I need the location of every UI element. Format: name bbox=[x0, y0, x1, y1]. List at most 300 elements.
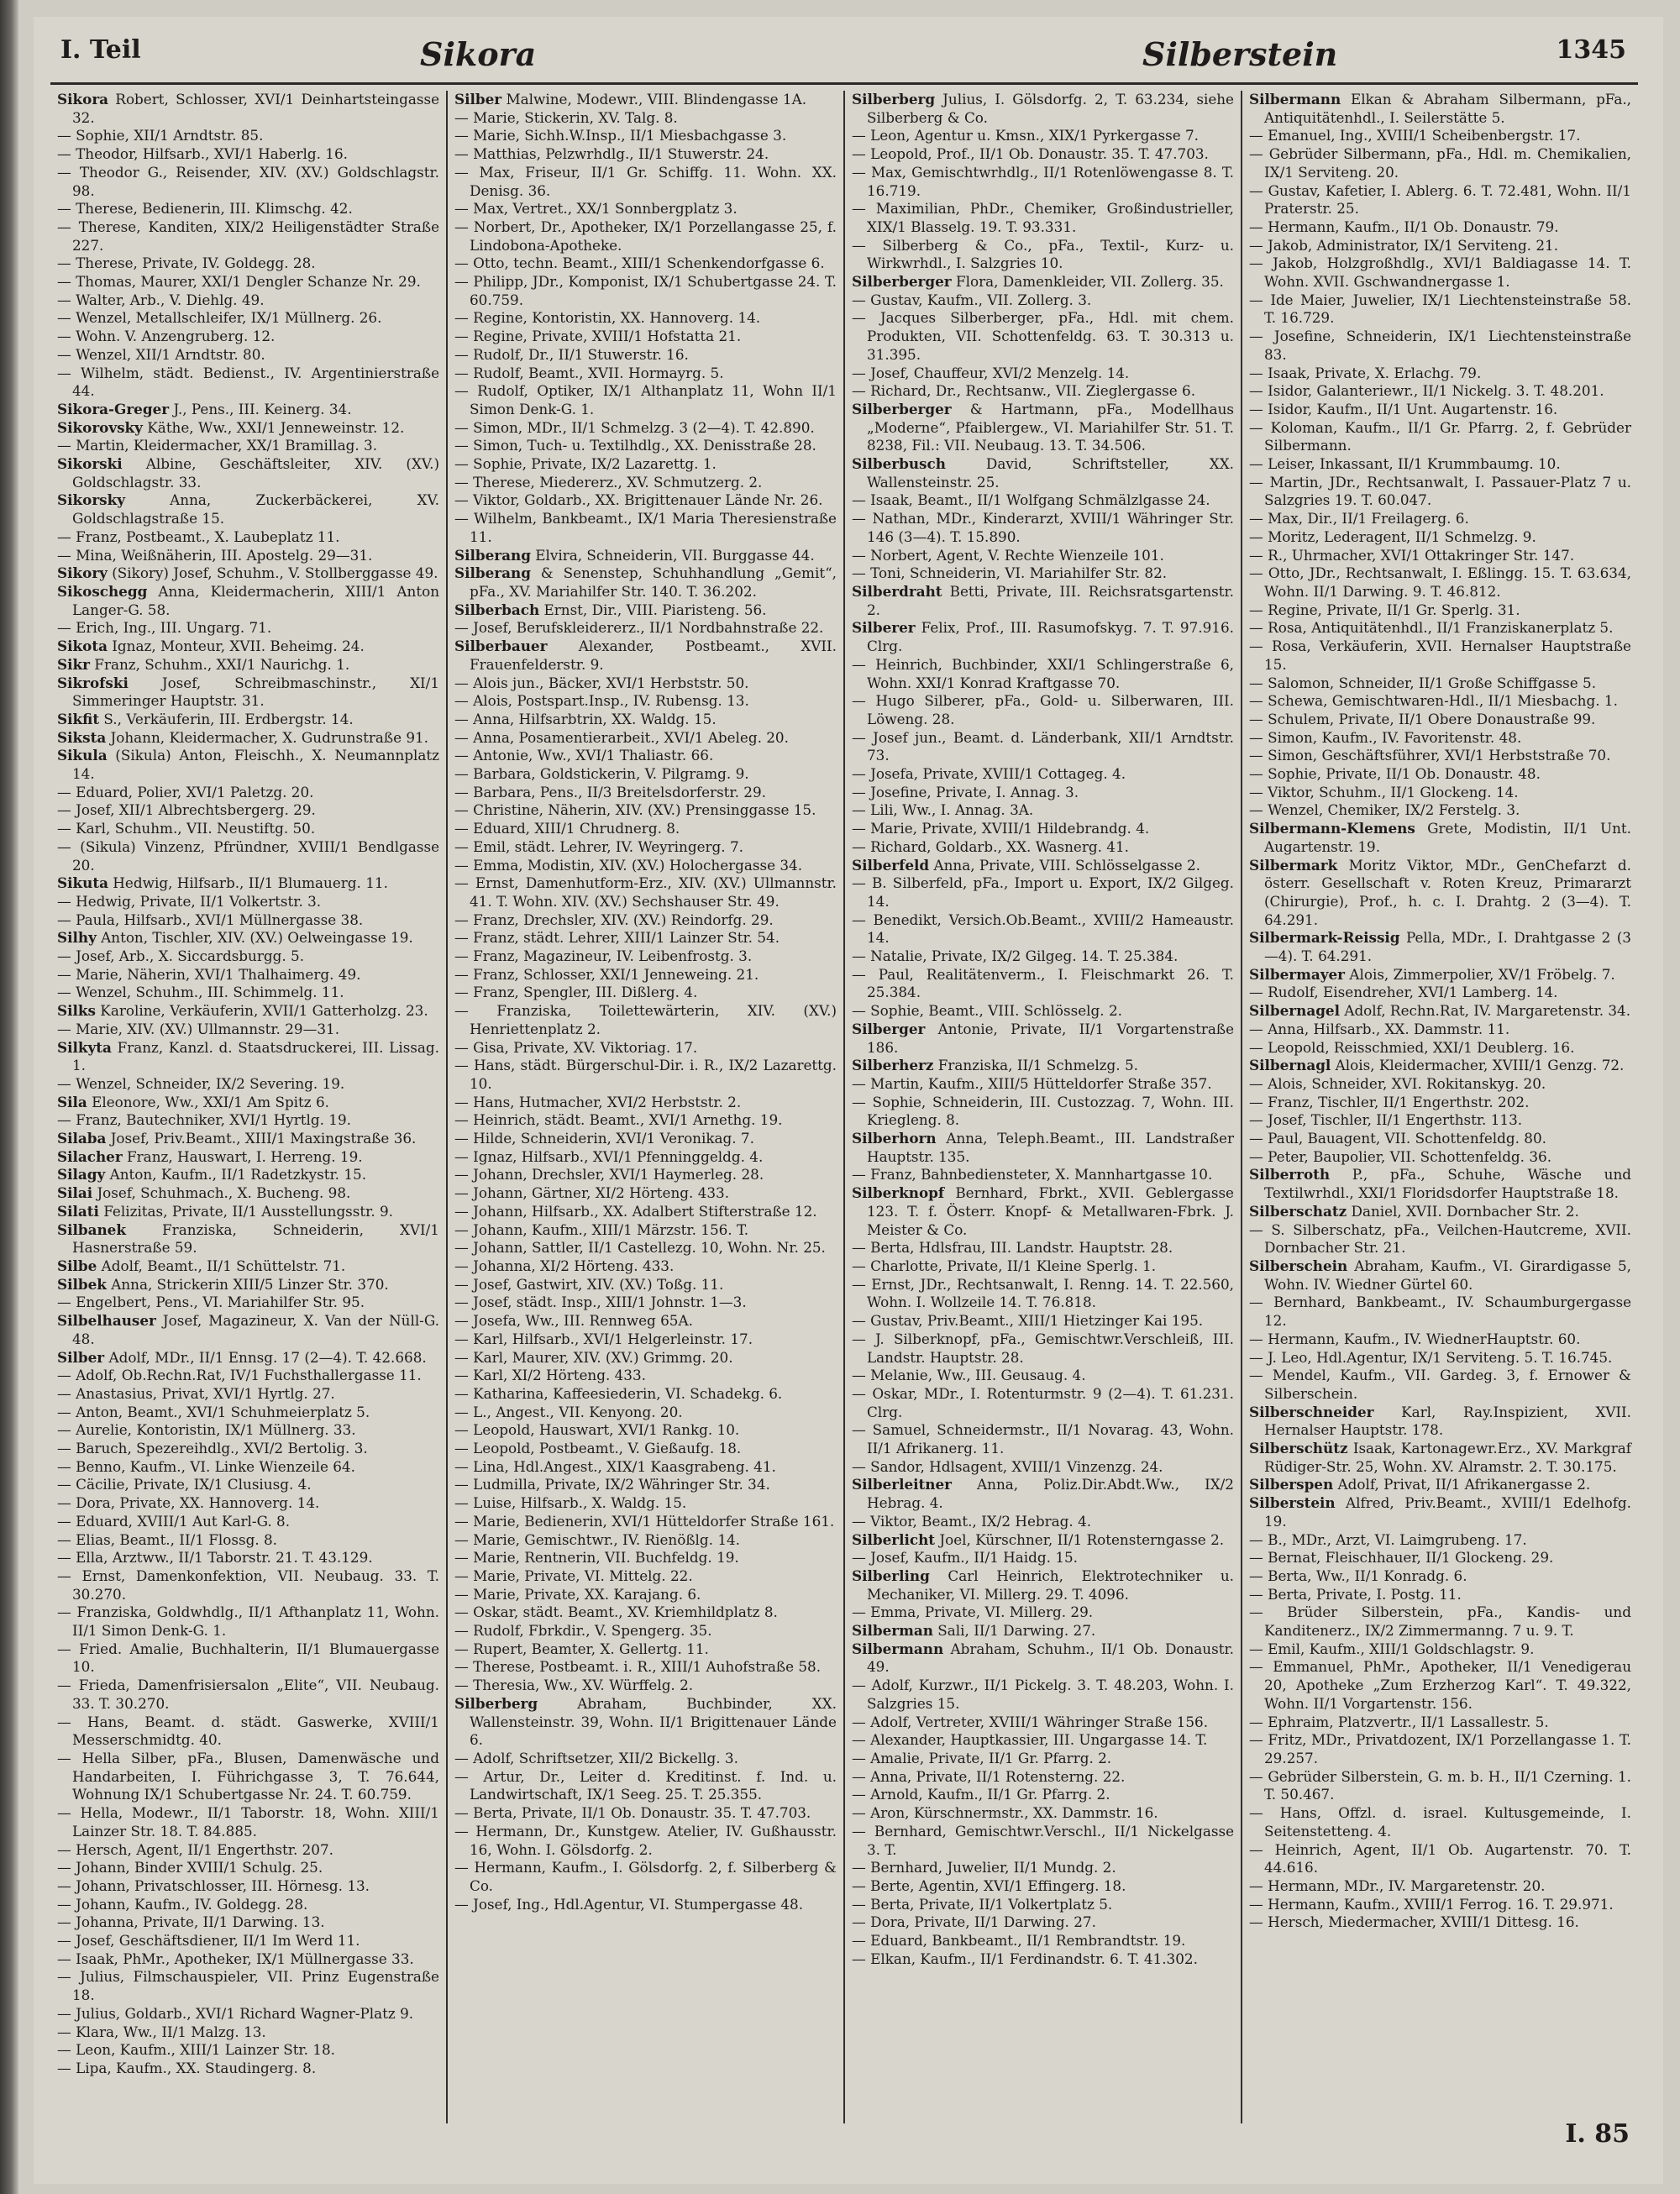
directory-entry: Sikfit S., Verkäuferin, III. Erdbergstr. 14. bbox=[57, 710, 354, 727]
directory-entry: — Simon, Kaufm., IV. Favoritenstr. 48. bbox=[1249, 728, 1522, 746]
directory-entry: — Franz, Drechsler, XIV. (XV.) Reindorfg. 29. bbox=[454, 911, 774, 928]
directory-entry: — Hermann, Dr., Kunstgew. Atelier, IV. Gußhausstr. 16, Wohn. I. Gölsdorfg. 2. bbox=[454, 1822, 837, 1858]
directory-entry: — Franziska, Goldwhdlg., II/1 Afthanplatz 11, Wohn. II/1 Simon Denk-G. 1. bbox=[57, 1604, 439, 1640]
directory-entry: Silbernagl Alois, Kleidermacher, XVIII/1 Genzg. 72. bbox=[1249, 1057, 1625, 1074]
directory-entry: — Toni, Schneiderin, VI. Mariahilfer Str. 82. bbox=[852, 564, 1168, 582]
directory-entry: Silberberger & Hartmann, pFa., Modellhaus „Moderne“, Pfaiblergew., VI. Mariahilfer Str. 51. T. 8238, Fil.: VII. Neubaug. 13. T. 34.506. bbox=[852, 400, 1234, 454]
directory-entry: — Josef, städt. Insp., XIII/1 Johnstr. 1—3. bbox=[454, 1294, 747, 1311]
directory-entry: — Theodor G., Reisender, XIV. (XV.) Goldschlagstr. 98. bbox=[57, 163, 439, 199]
directory-entry: Silacher Franz, Hauswart, I. Herreng. 19. bbox=[57, 1147, 363, 1165]
directory-entry: — Otto, JDr., Rechtsanwalt, I. Eßlingg. 15. T. 63.634, Wohn. II/1 Darwing. 9. T. 46.812. bbox=[1249, 564, 1631, 600]
directory-entry: — Jakob, Holzgroßhdlg., XVI/1 Baldiagasse 14. T. Wohn. XVII. Gschwandnergasse 1. bbox=[1249, 255, 1631, 291]
directory-entry: — Josef, Kaufm., II/1 Haidg. 15. bbox=[852, 1549, 1079, 1567]
directory-entry: Sikr Franz, Schuhm., XXI/1 Naurichg. 1. bbox=[57, 655, 350, 673]
directory-entry: — Hermann, Kaufm., IV. WiednerHauptstr. 60. bbox=[1249, 1330, 1581, 1347]
directory-entry: Silberang & Senenstep, Schuhhandlung „Gemit“, pFa., XV. Mariahilfer Str. 140. T. 36.202. bbox=[454, 564, 837, 600]
directory-entry: — Emma, Modistin, XIV. (XV.) Holochergasse 34. bbox=[454, 856, 803, 874]
directory-entry: — Salomon, Schneider, II/1 Große Schiffgasse 5. bbox=[1249, 674, 1597, 691]
directory-entry: — Heinrich, städt. Beamt., XVI/1 Arnethg. 19. bbox=[454, 1111, 783, 1129]
directory-entry: — Paula, Hilfsarb., XVI/1 Müllnergasse 38. bbox=[57, 911, 364, 928]
directory-entry: — Antonie, Ww., XVI/1 Thaliastr. 66. bbox=[454, 747, 714, 764]
directory-entry: Silberschein Abraham, Kaufm., VI. Girardigasse 5, Wohn. IV. Wiedner Gürtel 60. bbox=[1249, 1257, 1631, 1293]
directory-entry: — Gustav, Priv.Beamt., XIII/1 Hietzinger Kai 195. bbox=[852, 1312, 1204, 1330]
directory-entry: — Jakob, Administrator, IX/1 Serviteng. 21. bbox=[1249, 236, 1559, 254]
directory-entry: Silagy Anton, Kaufm., II/1 Radetzkystr. 15. bbox=[57, 1166, 367, 1184]
directory-entry: — Ignaz, Hilfsarb., XVI/1 Pfenninggeldg. 4. bbox=[454, 1147, 764, 1165]
directory-entry: — Therese, Postbeamt. i. R., XIII/1 Auhofstraße 58. bbox=[454, 1658, 822, 1676]
directory-entry: Silbek Anna, Strickerin XIII/5 Linzer Str. 370. bbox=[57, 1275, 389, 1293]
directory-entry: — Franz, Tischler, II/1 Engerthstr. 202. bbox=[1249, 1093, 1530, 1110]
directory-entry: — Hans, städt. Bürgerschul-Dir. i. R., IX/2 Lazarettg. 10. bbox=[454, 1057, 837, 1092]
directory-entry: — Sophie, Schneiderin, III. Custozzag. 7, Wohn. III. Kriegleng. 8. bbox=[852, 1093, 1234, 1129]
directory-entry: — Brüder Silberstein, pFa., Kandis- und Kanditenerz., IX/2 Zimmermanng. 7 u. 9. T. bbox=[1249, 1604, 1631, 1640]
directory-entry: — Dora, Private, II/1 Darwing. 27. bbox=[852, 1913, 1096, 1931]
directory-entry: — Gebrüder Silberstein, G. m. b. H., II/1 Czerning. 1. T. 50.467. bbox=[1249, 1767, 1631, 1803]
directory-entry: Silberberg Julius, I. Gölsdorfg. 2, T. 63.234, siehe Silberberg & Co. bbox=[852, 91, 1234, 126]
directory-entry: — Elkan, Kaufm., II/1 Ferdinandstr. 6. T. 41.302. bbox=[852, 1950, 1198, 1967]
directory-entry: — Franz, Postbeamt., X. Laubeplatz 11. bbox=[57, 528, 340, 545]
directory-entry: — Martin, JDr., Rechtsanwalt, I. Passauer-Platz 7 u. Salzgries 19. T. 60.047. bbox=[1249, 473, 1631, 509]
directory-entry: — Josef, Chauffeur, XVI/2 Menzelg. 14. bbox=[852, 364, 1130, 381]
directory-entry: — Julius, Filmschauspieler, VII. Prinz Eugenstraße 18. bbox=[57, 1968, 439, 2004]
directory-entry: — Marie, Bedienerin, XVI/1 Hütteldorfer Straße 161. bbox=[454, 1512, 835, 1530]
directory-entry: — Hans, Offzl. d. israel. Kultusgemeinde, I. Seitenstetteng. 4. bbox=[1249, 1804, 1631, 1840]
directory-entry: — Matthias, Pelzwrhdlg., II/1 Stuwerstr. 24. bbox=[454, 145, 769, 163]
directory-entry: Silberberger Flora, Damenkleider, VII. Zollerg. 35. bbox=[852, 273, 1224, 291]
directory-entry: — B., MDr., Arzt, VI. Laimgrubeng. 17. bbox=[1249, 1530, 1527, 1548]
directory-entry: — Schulem, Private, II/1 Obere Donaustraße 99. bbox=[1249, 710, 1596, 727]
directory-entry: — Hermann, Kaufm., XVIII/1 Ferrog. 16. T. 29.971. bbox=[1249, 1895, 1614, 1913]
directory-entry: — (Sikula) Vinzenz, Pfründner, XVIII/1 Bendlgasse 20. bbox=[57, 837, 439, 874]
directory-entry: — Mendel, Kaufm., VII. Gardeg. 3, f. Ernower & Silberschein. bbox=[1249, 1367, 1631, 1402]
directory-entry: — Wenzel, Chemiker, IX/2 Ferstelg. 3. bbox=[1249, 801, 1520, 819]
directory-entry: — Alois jun., Bäcker, XVI/1 Herbststr. 50. bbox=[454, 674, 749, 691]
column-4 bbox=[1242, 91, 1638, 2123]
directory-entry: — Hella, Modewr., II/1 Taborstr. 18, Wohn. XIII/1 Lainzer Str. 18. T. 84.885. bbox=[57, 1804, 439, 1840]
directory-entry: — Ide Maier, Juwelier, IX/1 Liechtensteinstraße 58. T. 16.729. bbox=[1249, 291, 1631, 327]
directory-entry: — Barbara, Goldstickerin, V. Pilgramg. 9. bbox=[454, 765, 749, 783]
directory-entry: — Oskar, MDr., I. Rotenturmstr. 9 (2—4). T. 61.231. Clrg. bbox=[852, 1384, 1234, 1420]
directory-entry: — Adolf, Kurzwr., II/1 Pickelg. 3. T. 48.203, Wohn. I. Salzgries 15. bbox=[852, 1677, 1234, 1712]
directory-entry: — Fritz, MDr., Privatdozent, IX/1 Porzellangasse 1. T. 29.257. bbox=[1249, 1731, 1631, 1766]
directory-entry: — Anna, Private, II/1 Rotensterng. 22. bbox=[852, 1767, 1126, 1785]
directory-entry: — Leopold, Reisschmied, XXI/1 Deublerg. 16. bbox=[1249, 1038, 1575, 1056]
column-3 bbox=[845, 91, 1242, 2123]
directory-entry: — Johann, Kaufm., XIII/1 Märzstr. 156. T. bbox=[454, 1220, 749, 1238]
directory-entry: — Bernhard, Juwelier, II/1 Mundg. 2. bbox=[852, 1859, 1116, 1876]
directory-entry: — Marie, Gemischtwr., IV. Rienößlg. 14. bbox=[454, 1530, 741, 1548]
directory-entry: — Leopold, Postbeamt., V. Gießaufg. 18. bbox=[454, 1440, 742, 1457]
directory-entry: — Josef, XII/1 Albrechtsbergerg. 29. bbox=[57, 801, 316, 819]
directory-entry: Sila Eleonore, Ww., XXI/1 Am Spitz 6. bbox=[57, 1093, 329, 1110]
directory-entry: Silberer Felix, Prof., III. Rasumofskyg. 7. T. 97.916. Clrg. bbox=[852, 619, 1234, 655]
directory-entry: — Therese, Private, IV. Goldegg. 28. bbox=[57, 255, 316, 272]
directory-entry: Sikorski Albine, Geschäftsleiter, XIV. (XV.) Goldschlagstr. 33. bbox=[57, 455, 439, 491]
directory-entry: — Alois, Schneider, XVI. Rokitanskyg. 20. bbox=[1249, 1074, 1546, 1092]
directory-entry: Silberang Elvira, Schneiderin, VII. Burggasse 44. bbox=[454, 546, 815, 564]
directory-entry: — Berta, Ww., II/1 Konradg. 6. bbox=[1249, 1567, 1467, 1584]
directory-entry: — Marie, Rentnerin, VII. Buchfeldg. 19. bbox=[454, 1549, 739, 1567]
column-1 bbox=[50, 91, 448, 2123]
directory-entry: — Emil, Kaufm., XIII/1 Goldschlagstr. 9. bbox=[1249, 1640, 1535, 1657]
directory-entry: — Wilhelm, Bankbeamt., IX/1 Maria Theresienstraße 11. bbox=[454, 510, 837, 545]
directory-entry: Silberstein Alfred, Priv.Beamt., XVIII/1 Edelhofg. 19. bbox=[1249, 1494, 1631, 1530]
directory-entry: — Leopold, Hauswart, XVI/1 Rankg. 10. bbox=[454, 1421, 740, 1439]
directory-entry: — Simon, MDr., II/1 Schmelzg. 3 (2—4). T. 42.890. bbox=[454, 418, 815, 436]
directory-entry: — Marie, Näherin, XVI/1 Thalhaimerg. 49. bbox=[57, 965, 361, 983]
directory-entry: — Hermann, Kaufm., II/1 Ob. Donaustr. 79. bbox=[1249, 218, 1559, 235]
directory-entry: — Philipp, JDr., Komponist, IX/1 Schubertgasse 24. T. 60.759. bbox=[454, 273, 837, 308]
directory-entry: — Heinrich, Agent, II/1 Ob. Augartenstr. 70. T. 44.616. bbox=[1249, 1840, 1631, 1876]
directory-entry: Silbelhauser Josef, Magazineur, X. Van der Nüll-G. 48. bbox=[57, 1312, 439, 1347]
directory-entry: — Luise, Hilfsarb., X. Waldg. 15. bbox=[454, 1494, 687, 1512]
directory-entry: — Josefa, Private, XVIII/1 Cottageg. 4. bbox=[852, 765, 1126, 783]
directory-entry: — Moritz, Lederagent, II/1 Schmelzg. 9. bbox=[1249, 528, 1536, 545]
directory-entry: — Alois, Postspart.Insp., IV. Rubensg. 13. bbox=[454, 692, 749, 710]
directory-entry: — Schewa, Gemischtwaren-Hdl., II/1 Miesbachg. 1. bbox=[1249, 692, 1618, 710]
directory-entry: Silbermann-Klemens Grete, Modistin, II/1 Unt. Augartenstr. 19. bbox=[1249, 820, 1631, 855]
directory-entry: — Franz, Magazineur, IV. Leibenfrostg. 3. bbox=[454, 947, 753, 965]
directory-entry: — Wohn. V. Anzengruberg. 12. bbox=[57, 328, 276, 345]
directory-entry: Silbernagel Adolf, Rechn.Rat, IV. Margaretenstr. 34. bbox=[1249, 1002, 1631, 1020]
directory-entry: — Nathan, MDr., Kinderarzt, XVIII/1 Währinger Str. 146 (3—4). T. 15.890. bbox=[852, 510, 1234, 545]
directory-entry: Silks Karoline, Verkäuferin, XVII/1 Gatterholzg. 23. bbox=[57, 1002, 428, 1020]
directory-entry: Silber Malwine, Modewr., VIII. Blindengasse 1A. bbox=[454, 91, 807, 108]
directory-entry: — Silberberg & Co., pFa., Textil-, Kurz- u. Wirkwrhdl., I. Salzgries 10. bbox=[852, 236, 1234, 272]
directory-entry: — R., Uhrmacher, XVI/1 Ottakringer Str. 147. bbox=[1249, 546, 1575, 564]
directory-entry: Silbermayer Alois, Zimmerpolier, XV/1 Fröbelg. 7. bbox=[1249, 965, 1615, 983]
directory-entry: — Emmanuel, PhMr., Apotheker, II/1 Venedigerau 20, Apotheke „Zum Erzherzog Karl“. T. 49.322, Wohn. II/1 Vorgartenstr. 156. bbox=[1249, 1658, 1631, 1712]
directory-entry: — Theodor, Hilfsarb., XVI/1 Haberlg. 16. bbox=[57, 145, 348, 163]
directory-entry: — Benedikt, Versich.Ob.Beamt., XVIII/2 Hameaustr. 14. bbox=[852, 911, 1234, 947]
directory-entry: — Karl, Maurer, XIV. (XV.) Grimmg. 20. bbox=[454, 1348, 733, 1366]
directory-entry: — Karl, Schuhm., VII. Neustiftg. 50. bbox=[57, 820, 316, 837]
directory-entry: Silberschatz Daniel, XVII. Dornbacher Str. 2. bbox=[1249, 1202, 1579, 1220]
directory-entry: — Johann, Privatschlosser, III. Hörnesg. 13. bbox=[57, 1876, 370, 1894]
directory-entry: Silbanek Franziska, Schneiderin, XVI/1 Hasnerstraße 59. bbox=[57, 1220, 439, 1257]
directory-entry: — Ephraim, Platzvertr., II/1 Lassallestr. 5. bbox=[1249, 1713, 1549, 1730]
directory-entry: Silai Josef, Schuhmach., X. Bucheng. 98. bbox=[57, 1184, 351, 1202]
directory-entry: — Johanna, XI/2 Hörteng. 433. bbox=[454, 1257, 675, 1274]
directory-entry: — Natalie, Private, IX/2 Gilgeg. 14. T. 25.384. bbox=[852, 947, 1179, 965]
directory-entry: — Anton, Beamt., XVI/1 Schuhmeierplatz 5. bbox=[57, 1403, 370, 1420]
directory-entry: — Anna, Posamentierarbeit., XVI/1 Abeleg. 20. bbox=[454, 728, 789, 746]
directory-entry: — Viktor, Beamt., IX/2 Hebrag. 4. bbox=[852, 1512, 1092, 1530]
directory-entry: — Rudolf, Dr., II/1 Stuwerstr. 16. bbox=[454, 345, 689, 363]
directory-entry: — Max, Gemischtwrhdlg., II/1 Rotenlöwengasse 8. T. 16.719. bbox=[852, 163, 1234, 199]
directory-entry: — Rupert, Beamter, X. Gellertg. 11. bbox=[454, 1640, 709, 1657]
directory-entry: — Dora, Private, XX. Hannoverg. 14. bbox=[57, 1494, 320, 1512]
directory-entry: — Jacques Silberberger, pFa., Hdl. mit chem. Produkten, VII. Schottenfeldg. 63. T. 30.313 u. 31.395. bbox=[852, 309, 1234, 363]
directory-entry: Silberlicht Joel, Kürschner, II/1 Rotensterngasse 2. bbox=[852, 1530, 1225, 1548]
directory-entry: — Leon, Agentur u. Kmsn., XIX/1 Pyrkergasse 7. bbox=[852, 127, 1199, 144]
directory-entry: — Johann, Hilfsarb., XX. Adalbert Stifterstraße 12. bbox=[454, 1202, 817, 1220]
directory-entry: — Wenzel, XII/1 Arndtstr. 80. bbox=[57, 345, 265, 363]
directory-entry: Silbermark-Reissig Pella, MDr., I. Drahtgasse 2 (3—4). T. 64.291. bbox=[1249, 929, 1631, 965]
directory-entry: Sikrofski Josef, Schreibmaschinstr., XI/1 Simmeringer Hauptstr. 31. bbox=[57, 674, 439, 710]
directory-entry: — Johann, Drechsler, XVI/1 Haymerleg. 28. bbox=[454, 1166, 764, 1184]
directory-entry: — Berta, Private, I. Postg. 11. bbox=[1249, 1585, 1462, 1603]
directory-entry: — Rosa, Verkäuferin, XVII. Hernalser Hauptstraße 15. bbox=[1249, 638, 1631, 673]
directory-entry: — Berta, Hdlsfrau, III. Landstr. Hauptstr. 28. bbox=[852, 1239, 1173, 1257]
directory-entry: — Klara, Ww., II/1 Malzg. 13. bbox=[57, 2023, 266, 2040]
directory-entry: Silbermark Moritz Viktor, MDr., GenChefarzt d. österr. Gesellschaft v. Roten Kreuz, Primararzt (Chirurgie), Prof., h. c. I. Drahtg. 2 (3—4). T. 64.291. bbox=[1249, 856, 1631, 928]
directory-entry: — Isaak, PhMr., Apotheker, IX/1 Müllnergasse 33. bbox=[57, 1950, 414, 1967]
directory-entry: — Josef, Gastwirt, XIV. (XV.) Toßg. 11. bbox=[454, 1275, 724, 1293]
directory-entry: — Franz, Bautechniker, XVI/1 Hyrtlg. 19. bbox=[57, 1111, 351, 1129]
directory-entry: — Josefine, Private, I. Annag. 3. bbox=[852, 783, 1079, 800]
directory-entry: — Berte, Agentin, XVI/1 Effingerg. 18. bbox=[852, 1876, 1126, 1894]
directory-entry: Silberman Sali, II/1 Darwing. 27. bbox=[852, 1622, 1096, 1640]
directory-entry: — Bernhard, Bankbeamt., IV. Schaumburgergasse 12. bbox=[1249, 1294, 1631, 1330]
directory-entry: — Marie, Private, XVIII/1 Hildebrandg. 4. bbox=[852, 820, 1150, 837]
directory-entry: — Josef, Arb., X. Siccardsburgg. 5. bbox=[57, 947, 305, 965]
footer-label: I. 85 bbox=[1565, 2119, 1630, 2149]
directory-entry: — J. Silberknopf, pFa., Gemischtwr.Verschleiß, III. Landstr. Hauptstr. 28. bbox=[852, 1330, 1234, 1366]
directory-entry: — Marie, Private, VI. Mittelg. 22. bbox=[454, 1567, 693, 1584]
directory-entry: — Josef, Berufskleidererz., II/1 Nordbahnstraße 22. bbox=[454, 619, 824, 637]
directory-entry: — Lili, Ww., I. Annag. 3A. bbox=[852, 801, 1034, 819]
header-rule bbox=[50, 82, 1638, 85]
directory-entry: — Anna, Hilfsarbtrin, XX. Waldg. 15. bbox=[454, 710, 717, 727]
directory-entry: — Cäcilie, Private, IX/1 Clusiusg. 4. bbox=[57, 1476, 312, 1493]
directory-entry: — Theresia, Ww., XV. Würffelg. 2. bbox=[454, 1677, 694, 1694]
directory-entry: Silber Adolf, MDr., II/1 Ennsg. 17 (2—4). T. 42.668. bbox=[57, 1348, 427, 1366]
directory-entry: — Josefine, Schneiderin, IX/1 Liechtensteinstraße 83. bbox=[1249, 328, 1631, 363]
directory-entry: — Christine, Näherin, XIV. (XV.) Prensinggasse 15. bbox=[454, 801, 816, 819]
directory-entry: — Franz, Bahnbediensteter, X. Mannhartgasse 10. bbox=[852, 1166, 1213, 1184]
directory-entry: — Johann, Gärtner, XI/2 Hörteng. 433. bbox=[454, 1184, 730, 1202]
directory-entry: — Richard, Dr., Rechtsanw., VII. Zieglergasse 6. bbox=[852, 382, 1196, 400]
directory-entry: Silberger Antonie, Private, II/1 Vorgartenstraße 186. bbox=[852, 1020, 1234, 1056]
directory-entry: — Ernst, Damenhutform-Erz., XIV. (XV.) Ullmannstr. 41. T. Wohn. XIV. (XV.) Sechshauser Str. 49. bbox=[454, 874, 837, 910]
directory-entry: — Oskar, städt. Beamt., XV. Kriemhildplatz 8. bbox=[454, 1604, 778, 1621]
directory-entry: — Rosa, Antiquitätenhdl., II/1 Franziskanerplatz 5. bbox=[1249, 619, 1614, 637]
directory-entry: Silberspen Adolf, Privat, II/1 Afrikanergasse 2. bbox=[1249, 1476, 1591, 1493]
directory-entry: Silbermann Abraham, Schuhm., II/1 Ob. Donaustr. 49. bbox=[852, 1640, 1234, 1676]
directory-entry: — Sophie, XII/1 Arndtstr. 85. bbox=[57, 127, 264, 144]
directory-entry: — Wenzel, Metallschleifer, IX/1 Müllnerg. 26. bbox=[57, 309, 382, 327]
directory-entry: — Therese, Miedererz., XV. Schmutzerg. 2. bbox=[454, 473, 763, 491]
directory-entry: — Josef, Tischler, II/1 Engerthstr. 113. bbox=[1249, 1111, 1523, 1129]
directory-entry: — Bernat, Fleischhauer, II/1 Glockeng. 29. bbox=[1249, 1549, 1554, 1567]
directory-entry: Silberschneider Karl, Ray.Inspizient, XVII. Hernalser Hauptstr. 178. bbox=[1249, 1403, 1631, 1439]
directory-entry: — Franz, Spengler, III. Dißlerg. 4. bbox=[454, 984, 698, 1001]
directory-entry: Silberbach Ernst, Dir., VIII. Piaristeng. 56. bbox=[454, 601, 767, 618]
directory-entry: — Frieda, Damenfrisiersalon „Elite“, VII. Neubaug. 33. T. 30.270. bbox=[57, 1677, 439, 1712]
directory-entry: — Gebrüder Silbermann, pFa., Hdl. m. Chemikalien, IX/1 Serviteng. 20. bbox=[1249, 145, 1631, 181]
directory-entry: Sikoschegg Anna, Kleidermacherin, XIII/1 Anton Langer-G. 58. bbox=[57, 582, 439, 618]
directory-entry: — Walter, Arb., V. Diehlg. 49. bbox=[57, 291, 265, 308]
directory-entry: Silbe Adolf, Beamt., II/1 Schüttelstr. 71. bbox=[57, 1257, 346, 1274]
directory-entry: — Karl, XI/2 Hörteng. 433. bbox=[454, 1367, 646, 1384]
directory-entry: — Marie, XIV. (XV.) Ullmannstr. 29—31. bbox=[57, 1020, 340, 1037]
directory-entry: — Sandor, Hdlsagent, XVIII/1 Vinzenzg. 24. bbox=[852, 1457, 1163, 1475]
directory-entry: — Mina, Weißnäherin, III. Apostelg. 29—31. bbox=[57, 546, 373, 564]
directory-entry: — Paul, Realitätenverm., I. Fleischmarkt 26. T. 25.384. bbox=[852, 965, 1234, 1001]
directory-entry: — Karl, Hilfsarb., XVI/1 Helgerleinstr. 17. bbox=[454, 1330, 753, 1347]
directory-entry: — Wilhelm, städt. Bedienst., IV. Argentinierstraße 44. bbox=[57, 364, 439, 400]
directory-entry: — Arnold, Kaufm., II/1 Gr. Pfarrg. 2. bbox=[852, 1786, 1110, 1803]
directory-entry: — Amalie, Private, II/1 Gr. Pfarrg. 2. bbox=[852, 1749, 1112, 1766]
directory-entry: — Simon, Tuch- u. Textilhdlg., XX. Denisstraße 28. bbox=[454, 437, 816, 454]
directory-entry: — Engelbert, Pens., VI. Mariahilfer Str. 95. bbox=[57, 1294, 365, 1311]
directory-entry: — Benno, Kaufm., VI. Linke Wienzeile 64. bbox=[57, 1457, 355, 1475]
directory-entry: — L., Angest., VII. Kenyong. 20. bbox=[454, 1403, 683, 1420]
directory-entry: — Hermann, Kaufm., I. Gölsdorfg. 2, f. Silberberg & Co. bbox=[454, 1859, 837, 1894]
directory-entry: Silberknopf Bernhard, Fbrkt., XVII. Geblergasse 123. T. f. Österr. Knopf- & Metallwaren-Fbrk. J. Meister & Co. bbox=[852, 1184, 1234, 1238]
directory-entry: — Emma, Private, VI. Millerg. 29. bbox=[852, 1604, 1094, 1621]
directory-entry: — Isaak, Beamt., II/1 Wolfgang Schmälzlgasse 24. bbox=[852, 491, 1210, 509]
directory-entry: — Ernst, Damenkonfektion, VII. Neubaug. 33. T. 30.270. bbox=[57, 1567, 439, 1603]
directory-entry: — Eduard, Polier, XVI/1 Paletzg. 20. bbox=[57, 783, 314, 800]
directory-entry: Silaba Josef, Priv.Beamt., XIII/1 Maxingstraße 36. bbox=[57, 1130, 417, 1147]
directory-entry: — Anna, Hilfsarb., XX. Dammstr. 11. bbox=[1249, 1020, 1510, 1037]
directory-entry: — Marie, Stickerin, XV. Talg. 8. bbox=[454, 108, 678, 126]
directory-entry: — Koloman, Kaufm., II/1 Gr. Pfarrg. 2, f. Gebrüder Silbermann. bbox=[1249, 418, 1631, 454]
section-label: I. Teil bbox=[60, 35, 141, 65]
directory-entry: — Peter, Baupolier, VII. Schottenfeldg. 36. bbox=[1249, 1147, 1552, 1165]
column-2 bbox=[448, 91, 845, 2123]
directory-entry: Siksta Johann, Kleidermacher, X. Gudrunstraße 91. bbox=[57, 728, 429, 746]
directory-entry: — Sophie, Private, II/1 Ob. Donaustr. 48. bbox=[1249, 765, 1541, 783]
directory-entry: — Max, Vertret., XX/1 Sonnbergplatz 3. bbox=[454, 200, 738, 218]
directory-entry: — Isidor, Kaufm., II/1 Unt. Augartenstr. 16. bbox=[1249, 400, 1558, 417]
directory-entry: Sikorovsky Käthe, Ww., XXI/1 Jenneweinstr. 12. bbox=[57, 418, 405, 436]
directory-entry: — Hugo Silberer, pFa., Gold- u. Silberwaren, III. Löweng. 28. bbox=[852, 692, 1234, 727]
directory-entry: — Ernst, JDr., Rechtsanwalt, I. Renng. 14. T. 22.560, Wohn. I. Wollzeile 14. T. 76.818. bbox=[852, 1275, 1234, 1311]
directory-entry: — Samuel, Schneidermstr., II/1 Novarag. 43, Wohn. II/1 Afrikanerg. 11. bbox=[852, 1421, 1234, 1457]
directory-entry: — Marie, Private, XX. Karajang. 6. bbox=[454, 1585, 701, 1603]
directory-entry: — Hans, Beamt. d. städt. Gaswerke, XVIII/1 Messerschmidtg. 40. bbox=[57, 1713, 439, 1749]
directory-entry: — Katharina, Kaffeesiederin, VI. Schadekg. 6. bbox=[454, 1384, 783, 1402]
directory-entry: — Viktor, Schuhm., II/1 Glockeng. 14. bbox=[1249, 783, 1519, 800]
directory-entry: — Norbert, Agent, V. Rechte Wienzeile 101. bbox=[852, 546, 1164, 564]
directory-entry: — Viktor, Goldarb., XX. Brigittenauer Lände Nr. 26. bbox=[454, 491, 823, 509]
directory-entry: Silbermann Elkan & Abraham Silbermann, pFa., Antiquitätenhdl., I. Seilerstätte 5. bbox=[1249, 91, 1631, 126]
directory-entry: — Gustav, Kaufm., VII. Zollerg. 3. bbox=[852, 291, 1092, 308]
directory-entry: — Eduard, Bankbeamt., II/1 Rembrandtstr. 19. bbox=[852, 1932, 1186, 1950]
directory-entry: — J. Leo, Hdl.Agentur, IX/1 Serviteng. 5. T. 16.745. bbox=[1249, 1348, 1613, 1366]
directory-entry: — Berta, Private, II/1 Ob. Donaustr. 35. T. 47.703. bbox=[454, 1804, 811, 1822]
directory-entry: — Heinrich, Buchbinder, XXI/1 Schlingerstraße 6, Wohn. XXI/1 Konrad Kraftgasse 70. bbox=[852, 655, 1234, 691]
directory-entry: — Johann, Sattler, II/1 Castellezg. 10, Wohn. Nr. 25. bbox=[454, 1239, 826, 1257]
directory-entry: — S. Silberschatz, pFa., Veilchen-Hautcreme, XVII. Dornbacher Str. 21. bbox=[1249, 1220, 1631, 1257]
page-number: 1345 bbox=[1556, 35, 1626, 65]
directory-entry: — Adolf, Vertreter, XVIII/1 Währinger Straße 156. bbox=[852, 1713, 1209, 1730]
directory-entry: — Franz, städt. Lehrer, XIII/1 Lainzer Str. 54. bbox=[454, 929, 780, 947]
directory-entry: — Adolf, Ob.Rechn.Rat, IV/1 Fuchsthallergasse 11. bbox=[57, 1367, 422, 1384]
directory-entry: — Bernhard, Gemischtwr.Verschl., II/1 Nickelgasse 3. T. bbox=[852, 1822, 1234, 1858]
directory-entry: Silberleitner Anna, Poliz.Dir.Abdt.Ww., IX/2 Hebrag. 4. bbox=[852, 1476, 1234, 1512]
directory-entry: Silberbauer Alexander, Postbeamt., XVII. Frauenfelderstr. 9. bbox=[454, 638, 837, 673]
directory-entry: Sikory (Sikory) Josef, Schuhm., V. Stollberggasse 49. bbox=[57, 564, 438, 582]
directory-entry: Silhy Anton, Tischler, XIV. (XV.) Oelweingasse 19. bbox=[57, 929, 413, 947]
directory-entry: — Isidor, Galanteriewr., II/1 Nickelg. 3. T. 48.201. bbox=[1249, 382, 1604, 400]
directory-entry: Sikorsky Anna, Zuckerbäckerei, XV. Goldschlagstraße 15. bbox=[57, 491, 439, 528]
directory-entry: — Hilde, Schneiderin, XVI/1 Veronikag. 7. bbox=[454, 1130, 754, 1147]
directory-entry: — Rudolf, Fbrkdir., V. Spengerg. 35. bbox=[454, 1622, 712, 1640]
directory-entry: — Johanna, Private, II/1 Darwing. 13. bbox=[57, 1913, 325, 1931]
directory-entry: — Charlotte, Private, II/1 Kleine Sperlg. 1. bbox=[852, 1257, 1157, 1274]
directory-entry: — Ludmilla, Private, IX/2 Währinger Str. 34. bbox=[454, 1476, 770, 1493]
directory-entry: — Paul, Bauagent, VII. Schottenfeldg. 80. bbox=[1249, 1130, 1546, 1147]
directory-entry: — Regine, Private, XVIII/1 Hofstatta 21. bbox=[454, 328, 742, 345]
directory-entry: — Johann, Binder XVIII/1 Schulg. 25. bbox=[57, 1859, 323, 1876]
directory-entry: — Regine, Kontoristin, XX. Hannoverg. 14. bbox=[454, 309, 761, 327]
directory-entry: Sikuta Hedwig, Hilfsarb., II/1 Blumauerg. 11. bbox=[57, 874, 388, 892]
directory-entry: — Eduard, XVIII/1 Aut Karl-G. 8. bbox=[57, 1512, 291, 1530]
directory-entry: — Martin, Kleidermacher, XX/1 Bramillag. 3. bbox=[57, 437, 378, 454]
directory-entry: — Barbara, Pens., II/3 Breitelsdorferstr. 29. bbox=[454, 783, 766, 800]
directory-entry: Sikula (Sikula) Anton, Fleischh., X. Neumannplatz 14. bbox=[57, 747, 439, 783]
directory-entry: — Sophie, Beamt., VIII. Schlösselg. 2. bbox=[852, 1002, 1122, 1020]
directory-entry: — Therese, Kanditen, XIX/2 Heiligenstädter Straße 227. bbox=[57, 218, 439, 254]
directory-entry: — Leiser, Inkassant, II/1 Krummbaumg. 10. bbox=[1249, 455, 1561, 473]
directory-entry: — Max, Dir., II/1 Freilagerg. 6. bbox=[1249, 510, 1469, 528]
scan-page-edge bbox=[0, 0, 18, 2194]
directory-entry: — Julius, Goldarb., XVI/1 Richard Wagner-Platz 9. bbox=[57, 2004, 414, 2022]
directory-entry: — Gisa, Private, XV. Viktoriag. 17. bbox=[454, 1038, 698, 1056]
directory-entry: — Hella Silber, pFa., Blusen, Damenwäsche und Handarbeiten, I. Führichgasse 3, T. 76.644, Wohnung IX/1 Schubertgasse Nr. 24. T. 60.759. bbox=[57, 1749, 439, 1803]
directory-entry: — Wenzel, Schuhm., III. Schimmelg. 11. bbox=[57, 984, 344, 1001]
directory-entry: — Wenzel, Schneider, IX/2 Severing. 19. bbox=[57, 1074, 345, 1092]
directory-entry: — Franziska, Toilettewärterin, XIV. (XV.) Henriettenplatz 2. bbox=[454, 1002, 837, 1037]
directory-entry: — Elias, Beamt., II/1 Flossg. 8. bbox=[57, 1530, 277, 1548]
directory-entry: Silberherz Franziska, II/1 Schmelzg. 5. bbox=[852, 1057, 1138, 1074]
directory-entry: — Fried. Amalie, Buchhalterin, II/1 Blumauergasse 10. bbox=[57, 1640, 439, 1676]
directory-entry: — Max, Friseur, II/1 Gr. Schiffg. 11. Wohn. XX. Denisg. 36. bbox=[454, 163, 837, 199]
directory-entry: — Adolf, Schriftsetzer, XII/2 Bickellg. 3. bbox=[454, 1749, 738, 1766]
directory-entry: — Josef jun., Beamt. d. Länderbank, XII/1 Arndtstr. 73. bbox=[852, 728, 1234, 764]
directory-entry: — B. Silberfeld, pFa., Import u. Export, IX/2 Gilgeg. 14. bbox=[852, 874, 1234, 910]
directory-entry: — Franz, Schlosser, XXI/1 Jenneweing. 21. bbox=[454, 965, 759, 983]
directory-entry: — Therese, Bedienerin, III. Klimschg. 42. bbox=[57, 200, 353, 218]
directory-entry: — Rudolf, Beamt., XVII. Hormayrg. 5. bbox=[454, 364, 724, 381]
directory-entry: — Emil, städt. Lehrer, IV. Weyringerg. 7. bbox=[454, 837, 743, 855]
directory-entry: Silberbusch David, Schriftsteller, XX. Wallensteinstr. 25. bbox=[852, 455, 1234, 491]
directory-entry: — Rudolf, Eisendreher, XVI/1 Lamberg. 14. bbox=[1249, 984, 1558, 1001]
directory-entry: Silberhorn Anna, Teleph.Beamt., III. Landstraßer Hauptstr. 135. bbox=[852, 1130, 1234, 1165]
directory-entry: Sikora Robert, Schlosser, XVI/1 Deinhartsteingasse 32. bbox=[57, 91, 439, 126]
directory-entry: — Melanie, Ww., III. Geusaug. 4. bbox=[852, 1367, 1086, 1384]
directory-entry: — Erich, Ing., III. Ungarg. 71. bbox=[57, 619, 272, 637]
directory-entry: — Leon, Kaufm., XIII/1 Lainzer Str. 18. bbox=[57, 2041, 335, 2059]
directory-entry: — Hans, Hutmacher, XVI/2 Herbststr. 2. bbox=[454, 1093, 742, 1110]
directory-entry: — Artur, Dr., Leiter d. Kreditinst. f. Ind. u. Landwirtschaft, IX/1 Seeg. 25. T. 25.355. bbox=[454, 1767, 837, 1803]
directory-entry: — Marie, Sichh.W.Insp., II/1 Miesbachgasse 3. bbox=[454, 127, 787, 144]
directory-entry: Silati Felizitas, Private, II/1 Ausstellungsstr. 9. bbox=[57, 1202, 394, 1220]
directory-entry: — Emanuel, Ing., XVIII/1 Scheibenbergstr. 17. bbox=[1249, 127, 1581, 144]
directory-entry: — Thomas, Maurer, XXI/1 Dengler Schanze Nr. 29. bbox=[57, 273, 421, 291]
directory-entry: — Hedwig, Private, II/1 Volkertstr. 3. bbox=[57, 892, 322, 910]
directory-entry: — Sophie, Private, IX/2 Lazarettg. 1. bbox=[454, 455, 717, 473]
directory-entry: — Rudolf, Optiker, IX/1 Althanplatz 11, Wohn II/1 Simon Denk-G. 1. bbox=[454, 382, 837, 417]
directory-entry: — Lina, Hdl.Angest., XIX/1 Kaasgrabeng. 41. bbox=[454, 1457, 776, 1475]
directory-entry: — Simon, Geschäftsführer, XVI/1 Herbststraße 70. bbox=[1249, 747, 1611, 764]
directory-entry: — Aurelie, Kontoristin, IX/1 Müllnerg. 33. bbox=[57, 1421, 356, 1439]
directory-entry: — Josef, Ing., Hdl.Agentur, VI. Stumpergasse 48. bbox=[454, 1895, 804, 1913]
directory-entry: — Josef, Geschäftsdiener, II/1 Im Werd 11. bbox=[57, 1932, 360, 1950]
directory-entry: — Baruch, Spezereihdlg., XVI/2 Bertolig. 3. bbox=[57, 1440, 368, 1457]
directory-entry: — Hersch, Miedermacher, XVIII/1 Dittesg. 16. bbox=[1249, 1913, 1579, 1931]
directory-entry: — Hermann, MDr., IV. Margaretenstr. 20. bbox=[1249, 1876, 1546, 1894]
directory-entry: Silberschütz Isaak, Kartonagewr.Erz., XV. Markgraf Rüdiger-Str. 25, Wohn. XV. Alramstr. 2. T. 30.175. bbox=[1249, 1440, 1631, 1475]
directory-entry: — Maximilian, PhDr., Chemiker, Großindustrieller, XIX/1 Blasselg. 19. T. 93.331. bbox=[852, 200, 1234, 235]
directory-entry: — Norbert, Dr., Apotheker, IX/1 Porzellangasse 25, f. Lindobona-Apotheke. bbox=[454, 218, 837, 254]
directory-entry: — Josefa, Ww., III. Rennweg 65A. bbox=[454, 1312, 693, 1330]
directory-entry: — Eduard, XIII/1 Chrudnerg. 8. bbox=[454, 820, 680, 837]
